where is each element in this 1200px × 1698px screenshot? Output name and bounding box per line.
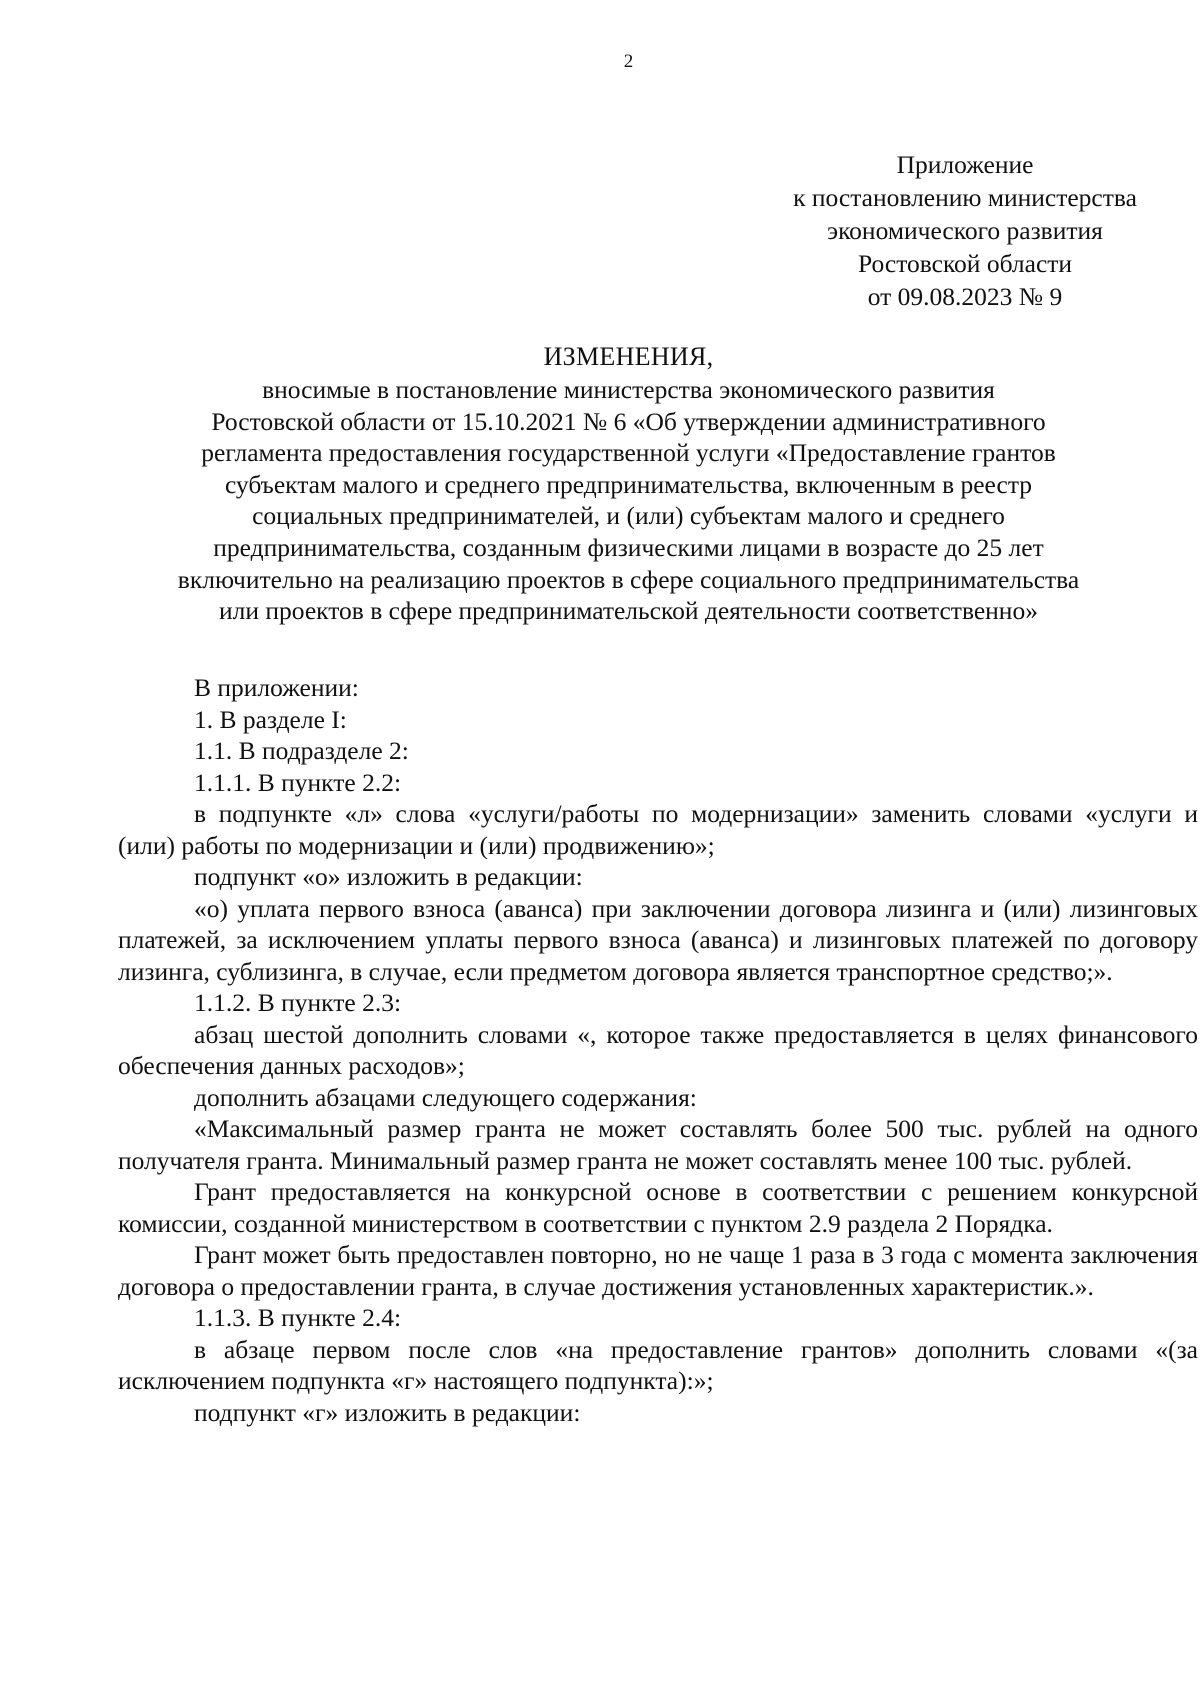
paragraph: Грант может быть предоставлен повторно, но не чаще 1 раза в 3 года с момента заключения договора о предоставлении гранта, в случае достижения установленных характеристик.».: [118, 1240, 1198, 1301]
paragraph: подпункт «о» изложить в редакции:: [194, 862, 583, 891]
paragraph: дополнить абзацами следующего содержания:: [194, 1082, 697, 1112]
subtitle-line: вносимые в постановление министерства экономического развития: [262, 375, 995, 404]
document-body: [118, 672, 1198, 1428]
subtitle-line: социальных предпринимателей, и (или) субъектам малого и среднего: [252, 501, 1005, 531]
document-title: ИЗМЕНЕНИЯ,: [543, 342, 714, 371]
subtitle-line: субъектам малого и среднего предпринимательства, включенным в реестр: [224, 469, 1033, 499]
page-number: 2: [623, 51, 634, 72]
appendix-line: Ростовской области: [857, 249, 1073, 278]
paragraph: подпункт «г» изложить в редакции:: [194, 1397, 581, 1427]
appendix-line: Приложение: [896, 150, 1034, 179]
subtitle-line: включительно на реализацию проектов в сфере социального предпринимательства: [177, 564, 1080, 594]
subtitle-line: или проектов в сфере предпринимательской деятельности соответственно»: [219, 596, 1038, 626]
paragraph: 1.1.3. В пункте 2.4:: [194, 1303, 402, 1332]
subtitle-line: предпринимательства, созданным физическими лицами в возрасте до 25 лет: [213, 532, 1044, 562]
subtitle-line: Ростовской области от 15.10.2021 № 6 «Об утверждении административного: [211, 406, 1046, 436]
appendix-line: экономического развития: [827, 216, 1103, 245]
paragraph: 1.1.2. В пункте 2.3:: [194, 988, 402, 1017]
appendix-header: [700, 148, 1200, 313]
appendix-line: от 09.08.2023 № 9: [867, 282, 1063, 311]
document-subtitle: [0, 374, 1200, 627]
document-title-block: [0, 340, 1200, 627]
paragraph: в подпункте «л» слова «услуги/работы по модернизации» заменить словами «услуги и (или) работы по модернизации и (или) продвижению»;: [118, 799, 1198, 860]
appendix-line: к постановлению министерства: [793, 183, 1137, 212]
paragraph: «о) уплата первого взноса (аванса) при заключении договора лизинга и (или) лизинговых платежей, за исключением уплаты первого взноса (аванса) и лизинговых платежей по договору лизинга, сублизинга, в случае, если предметом договора является транспортное средство;».: [118, 893, 1198, 986]
paragraph: «Максимальный размер гранта не может составлять более 500 тыс. рублей на одного получателя гранта. Минимальный размер гранта не может составлять менее 100 тыс. рублей.: [118, 1114, 1198, 1175]
paragraph: 1.1. В подразделе 2:: [194, 736, 409, 765]
subtitle-line: регламента предоставления государственной услуги «Предоставление грантов: [201, 438, 1056, 468]
paragraph: В приложении:: [194, 673, 359, 702]
paragraph: абзац шестой дополнить словами «, которое также предоставляется в целях финансового обеспечения данных расходов»;: [118, 1019, 1198, 1080]
paragraph: Грант предоставляется на конкурсной основе в соответствии с решением конкурсной комиссии, созданной министерством в соответствии с пунктом 2.9 раздела 2 Порядка.: [118, 1177, 1198, 1238]
paragraph: 1.1.1. В пункте 2.2:: [194, 767, 402, 797]
paragraph: в абзаце первом после слов «на предоставление грантов» дополнить словами «(за исключением подпункта «г» настоящего подпункта):»;: [118, 1334, 1198, 1395]
paragraph: 1. В разделе I:: [194, 704, 347, 734]
